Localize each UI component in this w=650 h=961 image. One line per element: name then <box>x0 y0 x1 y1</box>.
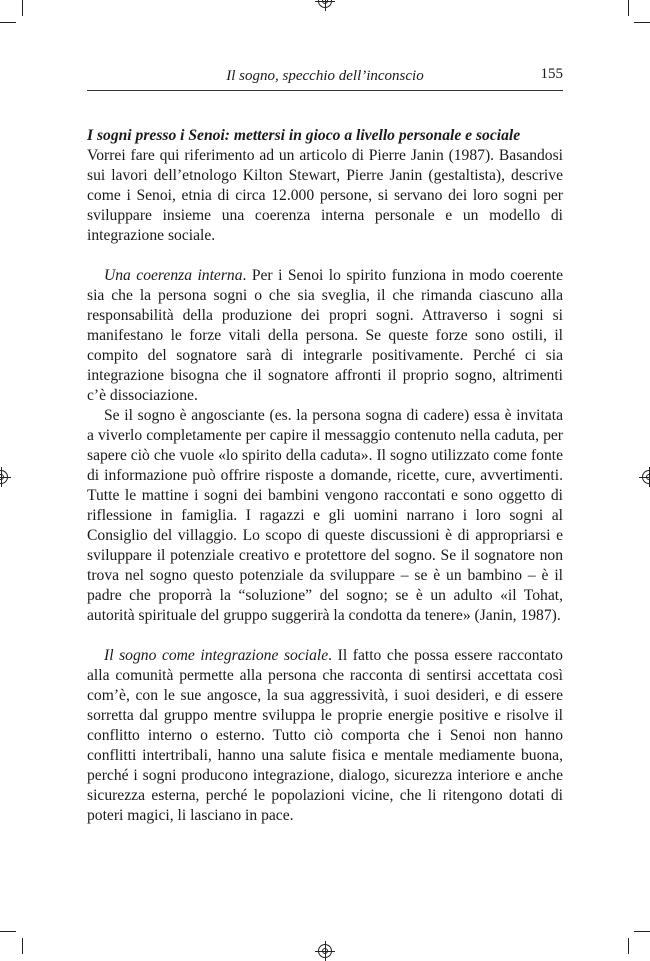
registration-mark-right-icon <box>642 470 650 484</box>
paragraph-integrazione-text: . Il fatto che possa essere raccontato alla comunità permette alla persona che racconta di sentirsi accettata così com’è, con le sue angosce, la sua aggressività, i suoi desideri, e di essere sorretta dal gruppo mentre sviluppa le proprie energie positive e risolve il conflitto interno o esterno. Tutto ciò comporta che i Senoi non hanno conflitti intertribali, hanno una salute fisica e mentale mediamente buona, perché i sogni producono integrazione, dialogo, sicurezza interiore e anche sicurezza esterna, perché le popolazioni vicine, che li ritengono dotati di poteri magici, li lasciano in pace. <box>87 647 563 824</box>
paragraph-coerenza-text: . Per i Senoi lo spirito funziona in modo coerente sia che la persona sogni o che sia sveglia, il che rimanda ciascuno alla responsabilità della produzione dei propri sogni. Attraverso i sogni si manifestano le forze vitali della persona. Se queste forze sono ostili, il compito del sognatore sarà di integrarle positivamente. Perché ci sia integrazione bisogna che il sognatore affronti il proprio sogno, altrimenti c’è dissociazione. <box>87 267 563 404</box>
paragraph-integrazione <box>87 646 563 826</box>
page-number: 155 <box>540 66 563 82</box>
registration-mark-top-icon <box>318 0 332 8</box>
section-heading: I sogni presso i Senoi: mettersi in gioco a livello personale e sociale <box>87 127 521 144</box>
running-head <box>87 66 563 88</box>
crop-mark-top-right-h <box>634 22 650 23</box>
page-body <box>87 126 563 826</box>
run-in-title-integrazione: Il sogno come integrazione sociale <box>104 647 329 664</box>
crop-mark-top-left-h <box>0 22 16 23</box>
crop-mark-bottom-left-h <box>0 931 16 932</box>
crop-mark-bottom-right <box>628 938 629 954</box>
run-in-title-coerenza: Una coerenza interna <box>104 267 243 284</box>
crop-mark-top-right <box>628 0 629 16</box>
crop-mark-bottom-right-h <box>634 931 650 932</box>
registration-mark-bottom-icon <box>318 944 332 958</box>
running-title: Il sogno, specchio dell’inconscio <box>226 68 424 84</box>
paragraph-spacer <box>87 246 563 266</box>
paragraph-coerenza <box>87 266 563 406</box>
crop-mark-bottom-left <box>22 938 23 954</box>
intro-paragraph: Vorrei fare qui riferimento ad un articolo di Pierre Janin (1987). Basandosi sui lavori dell’etnologo Kilton Stewart, Pierre Janin (gestaltista), descrive come i Senoi, etnia di circa 12.000 persone, si servano dei loro sogni per sviluppare insieme una coerenza interna personale e un modello di integrazione sociale. <box>87 147 563 244</box>
header-rule <box>87 90 563 91</box>
registration-mark-left-icon <box>0 470 8 484</box>
paragraph-angoscia: Se il sogno è angosciante (es. la persona sogna di cadere) essa è invitata a viverlo completamente per capire il messaggio contenuto nella caduta, per sapere ciò che vuole «lo spirito della caduta». Il sogno utilizzato come fonte di informazione può offrire risposte a domande, ricette, cure, avvertimenti. Tutte le mattine i sogni dei bambini vengono raccontati e sono oggetto di riflessione in famiglia. I ragazzi e gli uomini narrano i loro sogni al Consiglio del villaggio. Lo scopo di queste discussioni è di appropriarsi e sviluppare il potenziale creativo e protettore del sogno. Se il sognatore non trova nel sogno questo potenziale da sviluppare – se è un bambino – è il padre che proporrà la “soluzione” del sogno; se è un adulto «il Tohat, autorità spirituale del gruppo suggerirà la condotta da tenere» (Janin, 1987). <box>87 407 563 624</box>
crop-mark-top-left <box>22 0 23 16</box>
paragraph-spacer <box>87 626 563 646</box>
